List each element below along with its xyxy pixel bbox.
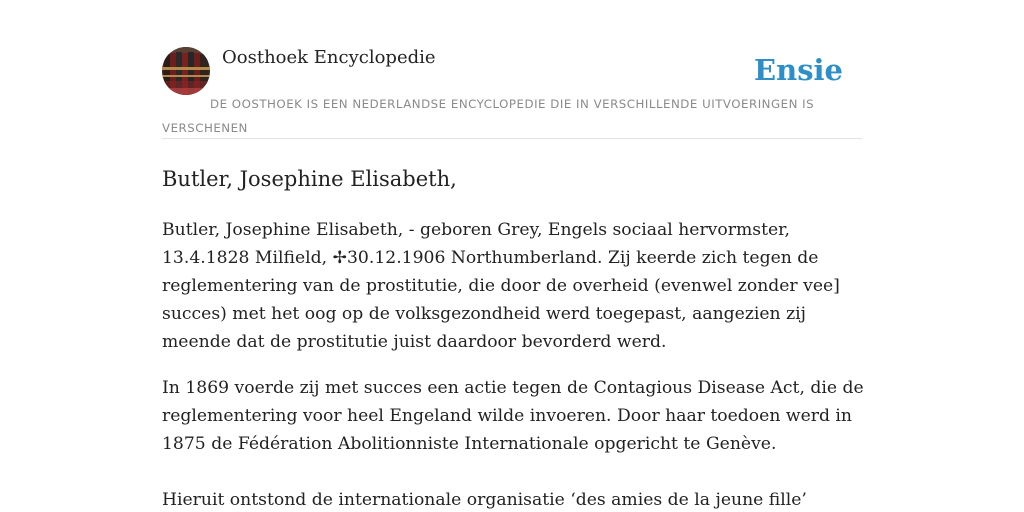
source-header: [162, 46, 862, 139]
article: [162, 161, 867, 512]
source-tagline: DE OOSTHOEK IS EEN NEDERLANDSE ENCYCLOPEDIE DIE IN VERSCHILLENDE UITVOERINGEN IS VERSCHENEN: [162, 97, 815, 135]
article-paragraph: Hieruit ontstond de internationale organisatie ‘des amies de la jeune fille’: [162, 490, 807, 510]
article-paragraph: In 1869 voerde zij met succes een actie tegen de Contagious Disease Act, die de reglementering voor heel Engeland wilde invoeren. Door haar toedoen werd in 1875 de Fédération Abolitionniste Internationale opgericht te Genève.: [162, 378, 864, 454]
article-title: Butler, Josephine Elisabeth,: [162, 167, 457, 191]
source-avatar[interactable]: [162, 47, 210, 95]
article-paragraph: Butler, Josephine Elisabeth, - geboren Grey, Engels sociaal hervormster, 13.4.1828 Milfield, ✢30.12.1906 Northumberland. Zij keerde zich tegen de reglementering van de prostitutie, die door de overheid (evenwel zonder vee] succes) met het oog op de volksgezondheid werd toegepast, aangezien zij meende dat de prostitutie juist daardoor bevorderd werd.: [162, 220, 840, 352]
source-name-link[interactable]: Oosthoek Encyclopedie: [222, 47, 436, 68]
ensie-logo-link[interactable]: Ensie: [754, 53, 843, 87]
book-spines-icon: [162, 47, 210, 95]
